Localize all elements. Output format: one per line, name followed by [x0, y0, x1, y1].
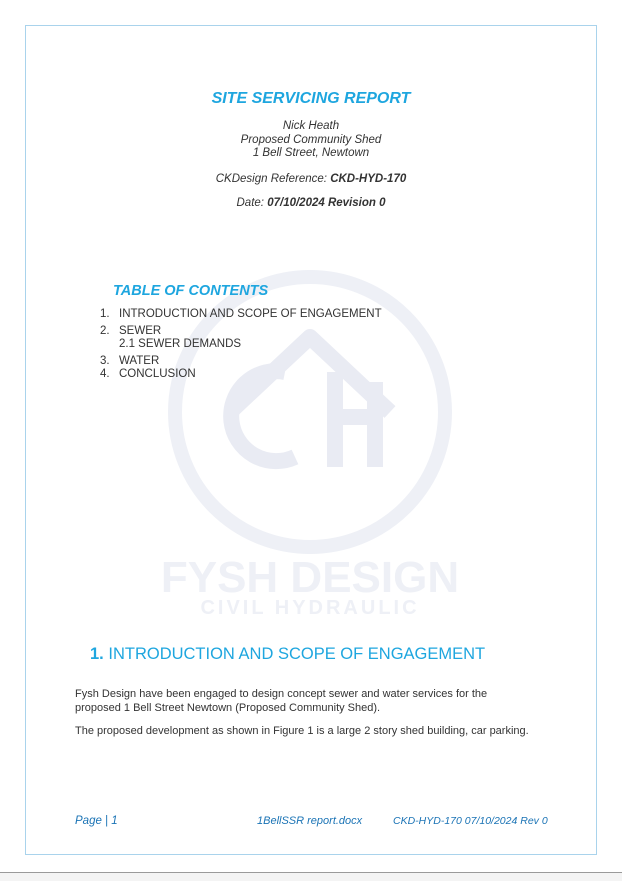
toc-item-label: CONCLUSION [119, 368, 196, 380]
project-name: Proposed Community Shed [240, 133, 382, 146]
toc-item[interactable] [100, 355, 382, 368]
watermark-name: FYSH DESIGN [160, 553, 460, 602]
report-title: SITE SERVICING REPORT [211, 90, 411, 107]
reference-line [0, 173, 622, 185]
footer-reference: CKD-HYD-170 07/10/2024 Rev 0 [393, 815, 548, 827]
toc-item-label: WATER [119, 355, 160, 367]
date-value: 07/10/2024 Revision 0 [267, 197, 386, 209]
date-label: Date: [236, 197, 264, 209]
toc-title: TABLE OF CONTENTS [113, 283, 269, 299]
section-heading [90, 645, 485, 664]
toc-item-number: 4. [100, 368, 110, 380]
toc-item-label: SEWER [119, 325, 162, 337]
section-number: 1. [90, 645, 104, 663]
toc-item-number: 1. [100, 308, 110, 320]
client-name: Nick Heath [282, 120, 340, 132]
footer-filename: 1BellSSR report.docx [257, 815, 363, 827]
body-paragraph: The proposed development as shown in Figure 1 is a large 2 story shed building, car parking. [75, 725, 529, 737]
project-address: 1 Bell Street, Newtown [252, 147, 370, 159]
toc-item-number: 3. [100, 355, 110, 367]
footer-page-number: Page | 1 [75, 815, 118, 827]
body-paragraph: Fysh Design have been engaged to design concept sewer and water services for the proposed 1 Bell Street Newtown (Proposed Community Shed). [75, 688, 488, 714]
toc-item-number: 2. [100, 325, 110, 337]
date-line [0, 197, 622, 209]
table-of-contents [100, 308, 382, 381]
client-block [0, 120, 622, 161]
watermark-tagline: CIVIL HYDRAULIC [200, 597, 420, 619]
reference-value: CKD-HYD-170 [330, 173, 407, 185]
toc-item[interactable] [100, 308, 382, 321]
reference-label: CKDesign Reference: [215, 173, 327, 185]
toc-item[interactable] [100, 368, 382, 381]
section-title: INTRODUCTION AND SCOPE OF ENGAGEMENT [108, 645, 486, 663]
toc-subitem[interactable]: 2.1 SEWER DEMANDS [119, 338, 242, 350]
toc-item[interactable] [100, 325, 382, 351]
toc-item-label: INTRODUCTION AND SCOPE OF ENGAGEMENT [119, 308, 382, 320]
